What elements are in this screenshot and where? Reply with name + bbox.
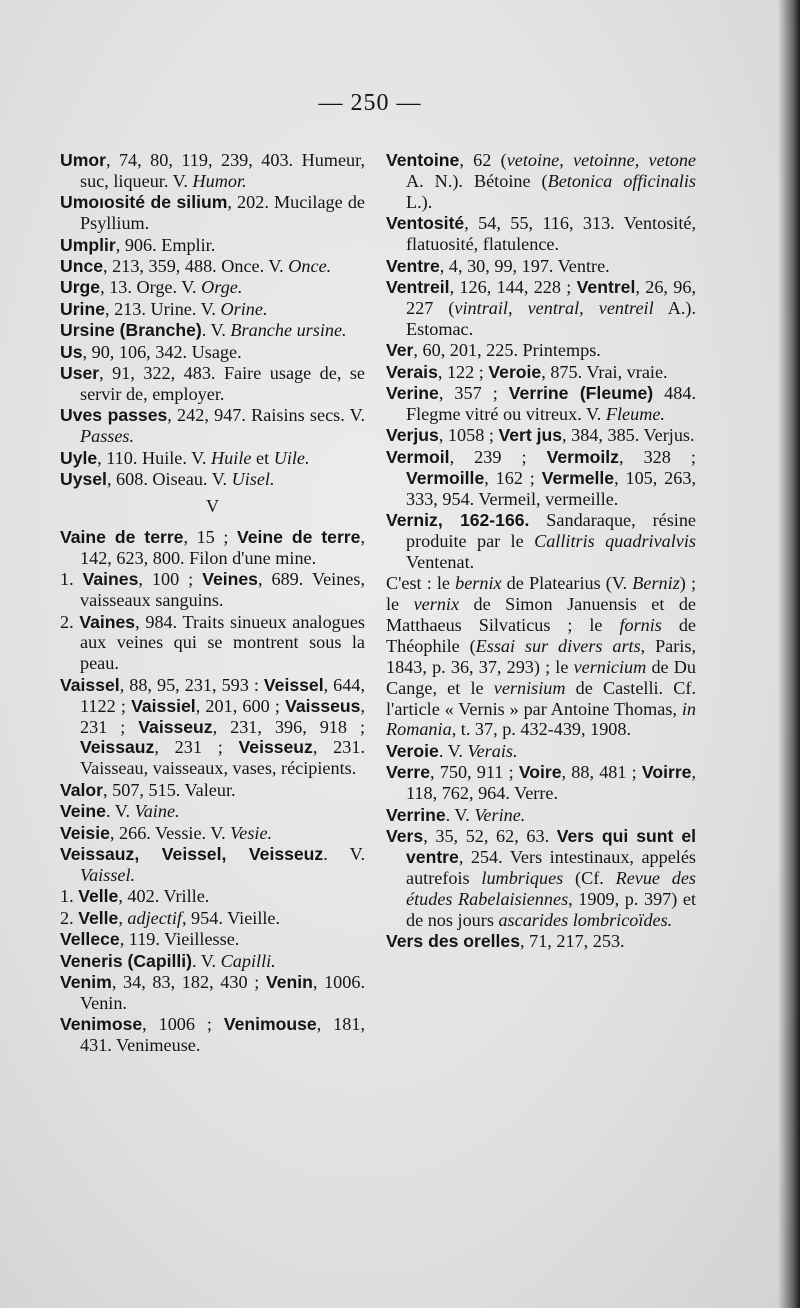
dictionary-entry: Ventosité, 54, 55, 116, 313. Ventosité, flatuosité, flatulence. (386, 213, 696, 255)
dictionary-entry: Vers des orelles, 71, 217, 253. (386, 931, 625, 952)
dictionary-entry: Vermoil, 239 ; Vermoilz, 328 ; Vermoille, 162 ; Vermelle, 105, 263, 333, 954. Vermeil, vermeille. (386, 446, 697, 509)
dictionary-entry: Venim, 34, 83, 182, 430 ; Venin, 1006. Venin. (60, 971, 365, 1013)
dictionary-entry: Uyle, 110. Huile. V. Huile et Uile. (60, 447, 310, 468)
dictionary-entry: Umor, 74, 80, 119, 239, 403. Humeur, suc, liqueur. V. Humor. (60, 150, 365, 191)
dictionary-entry: Vaine de terre, 15 ; Veine de terre, 142, 623, 800. Filon d'une mine. (60, 526, 365, 568)
dictionary-entry: Vellece, 119. Vieillesse. (60, 929, 240, 950)
dictionary-entry: Verjus, 1058 ; Vert jus, 384, 385. Verjus. (386, 425, 695, 446)
dictionary-entry: Veroie. V. Verais. (386, 740, 518, 761)
left-entries-v (60, 527, 365, 1056)
dictionary-entry: Verine, 357 ; Verrine (Fleume) 484. Flegme vitré ou vitreux. V. Fleume. (386, 382, 696, 424)
dictionary-entry: 1. Velle, 402. Vrille. (60, 886, 210, 907)
dictionary-entry: 2. Velle, adjectif, 954. Vieille. (60, 907, 281, 928)
dictionary-entry: Verrine. V. Verine. (386, 804, 526, 825)
left-entries (60, 150, 365, 490)
dictionary-entry: Ventre, 4, 30, 99, 197. Ventre. (386, 255, 610, 276)
dictionary-entry: Urine, 213. Urine. V. Orine. (60, 298, 268, 319)
dictionary-entry: Veine. V. Vaine. (60, 801, 180, 822)
dictionary-entry: Verre, 750, 911 ; Voire, 88, 481 ; Voirre, 118, 762, 964. Verre. (386, 762, 696, 804)
dictionary-entry: 1. Vaines, 100 ; Veines, 689. Veines, vaisseaux sanguins. (60, 569, 365, 611)
dictionary-entry: Ursine (Branche). V. Branche ursine. (60, 320, 347, 341)
dictionary-entry: Ventreil, 126, 144, 228 ; Ventrel, 26, 96, 227 (vintrail, ventral, ventreil A.). Estomac. (386, 276, 696, 339)
dictionary-entry: C'est : le bernix de Platearius (V. Berniz) ; le vernix de Simon Januensis et de Matthaeus Silvaticus ; le fornis de Théophile (Essai sur divers arts, Paris, 1843, p. 36, 37, 293) ; le vernicium de Du Cange, et le vernisium de Castelli. Cf. l'article « Vernis » par Antoine Thomas, in Romania, t. 37, p. 432-439, 1908. (386, 573, 697, 740)
left-column (60, 150, 365, 1057)
dictionary-entry: Venimose, 1006 ; Venimouse, 181, 431. Venimeuse. (60, 1014, 366, 1056)
dictionary-entry: Veissauz, Veissel, Veisseuz. V. Vaissel. (60, 844, 365, 885)
right-entries (386, 150, 696, 952)
dictionary-entry: Vaissel, 88, 95, 231, 593 : Veissel, 644, 1122 ; Vaissiel, 201, 600 ; Vaisseus, 231 ; Vaisseuz, 231, 396, 918 ; Veissauz, 231 ; Veisseuz, 231. Vaisseau, vaisseaux, vases, récipients. (60, 674, 365, 779)
dictionary-entry: Verais, 122 ; Veroie, 875. Vrai, vraie. (386, 361, 668, 382)
dictionary-entry: Umoıosité de silium, 202. Mucilage de Psyllium. (60, 192, 365, 234)
section-letter-v: V (206, 496, 219, 516)
page-edge-shadow (778, 0, 800, 1308)
dictionary-entry: 2. Vaines, 984. Traits sinueux analogues aux veines qui se montrent sous la peau. (60, 611, 366, 674)
dictionary-entry: Us, 90, 106, 342. Usage. (60, 341, 242, 362)
dictionary-entry: Valor, 507, 515. Valeur. (60, 779, 236, 800)
dictionary-entry: Uysel, 608. Oiseau. V. Uisel. (60, 469, 275, 490)
dictionary-entry: Vers, 35, 52, 62, 63. Vers qui sunt el ventre, 254. Vers intestinaux, appelés autrefois lumbriques (Cf. Revue des études Rabelaisiennes, 1909, p. 397) et de nos jours ascarides lombricoïdes. (386, 826, 697, 930)
page-number: — 250 — (318, 90, 422, 116)
dictionary-entry: User, 91, 322, 483. Faire usage de, se servir de, employer. (60, 363, 365, 404)
dictionary-entry: Ver, 60, 201, 225. Printemps. (386, 340, 601, 361)
right-column (386, 150, 696, 952)
dictionary-entry: Veneris (Capilli). V. Capilli. (60, 950, 276, 971)
dictionary-entry: Urge, 13. Orge. V. Orge. (60, 277, 243, 298)
dictionary-entry: Verniz, 162-166. Sandaraque, résine produite par le Callitris quadrivalvis Ventenat. (386, 509, 697, 572)
dictionary-entry: Unce, 213, 359, 488. Once. V. Once. (60, 256, 332, 277)
dictionary-entry: Ventoine, 62 (vetoine, vetoinne, vetone A. N.). Bétoine (Betonica officinalis L.). (386, 150, 697, 212)
dictionary-entry: Umplir, 906. Emplir. (60, 234, 216, 255)
dictionary-entry: Uves passes, 242, 947. Raisins secs. V. Passes. (60, 405, 365, 447)
dictionary-entry: Veisie, 266. Vessie. V. Vesie. (60, 822, 273, 843)
